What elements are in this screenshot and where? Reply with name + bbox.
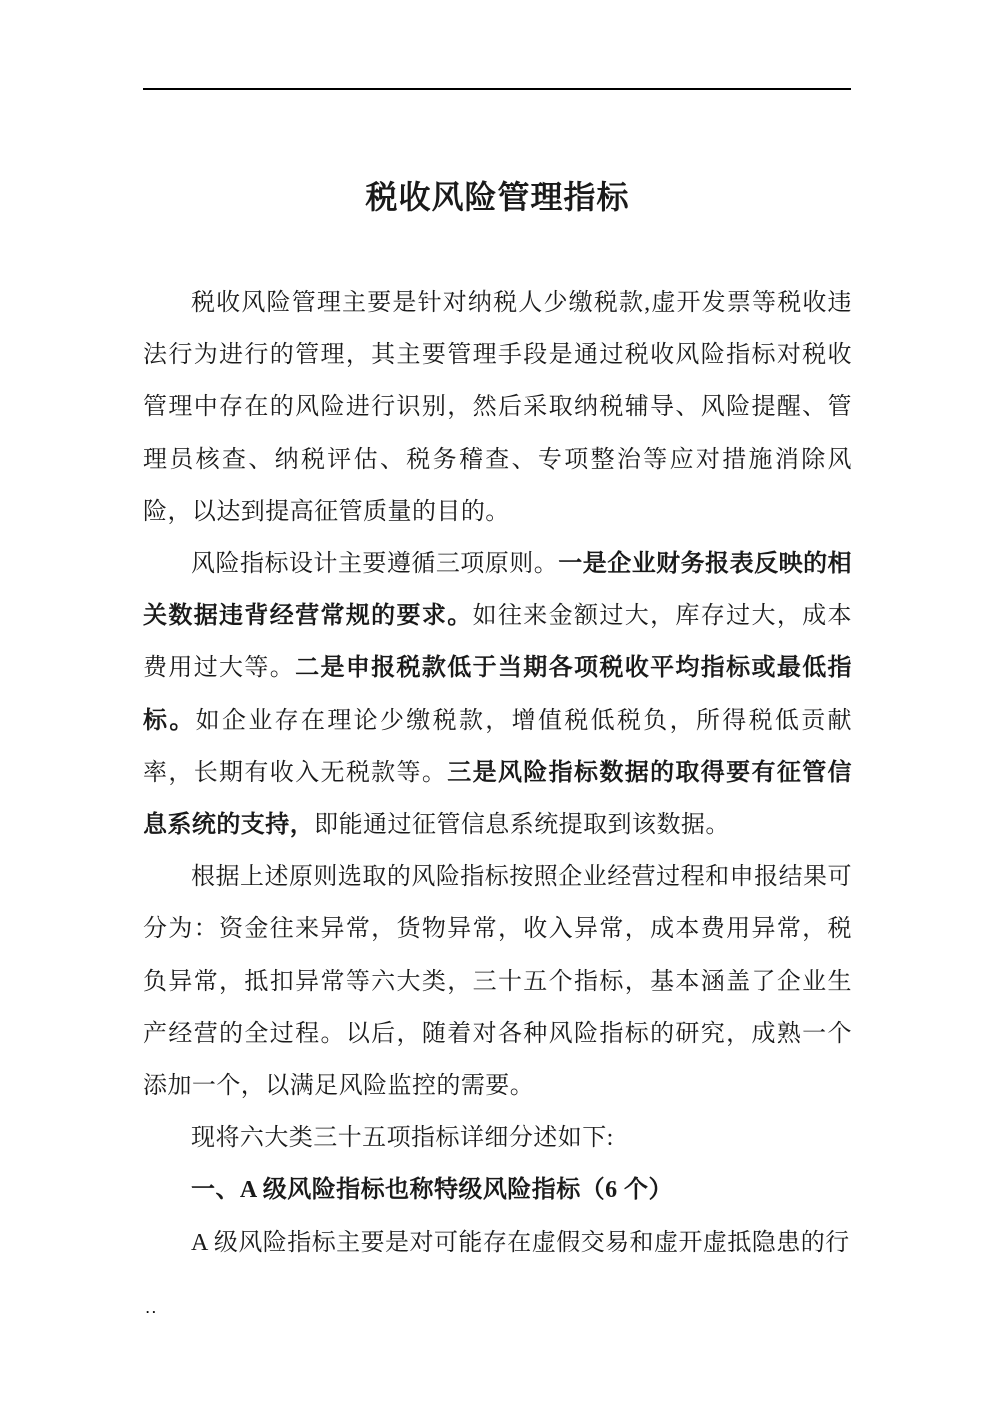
- text-run: 风险指标设计主要遵循三项原则。: [191, 551, 559, 578]
- text-run: 根据上述原则选取的风险指标按照企业经营过程和申报结果可分为：资金往来异常，货物异常，收入异常，成本费用异常，税负异常，抵扣异常等六大类，三十五个指标，基本涵盖了企业生产经营的全过程。以后，随着对各种风险指标的研究，成熟一个添加一个，以满足风险监控的需要。: [143, 864, 852, 1100]
- text-run: A 级风险指标主要是对可能存在虚假交易和虚开虚抵隐患的行: [191, 1229, 850, 1256]
- document-title: 税收风险管理指标: [365, 179, 630, 215]
- text-run: 如企业存在理论少缴税款，增值税低税负，所得税低贡献率，长期有收入无税款等。: [143, 707, 853, 786]
- paragraph: [143, 277, 852, 538]
- paragraph: [143, 1217, 852, 1269]
- bold-text-run: 一是企业财务报表反映的相关数据违背经营常规的要求。: [143, 551, 853, 630]
- paragraph: [143, 1112, 852, 1164]
- text-run: 税收风险管理主要是针对纳税人少缴税款,虚开发票等税收违法行为进行的管理，其主要管理手段是通过税收风险指标对税收管理中存在的风险进行识别，然后采取纳税辅导、风险提醒、管理员核查、纳税评估、税务稽查、专项整治等应对措施消除风险，以达到提高征管质量的目的。: [143, 290, 852, 525]
- bold-text-run: 三是风险指标数据的取得要有征管信息系统的支持，: [143, 759, 852, 839]
- document-body: [143, 277, 852, 1269]
- bold-text-run: 二是申报税款低于当期各项税收平均指标或最低指标。: [143, 655, 852, 734]
- footer-mark: ..: [146, 1301, 159, 1316]
- header-rule: [143, 88, 851, 90]
- section-heading: [143, 1164, 852, 1216]
- text-run: 现将六大类三十五项指标详细分述如下:: [191, 1125, 614, 1152]
- bold-text-run: 一、A 级风险指标也称特级风险指标（6 个）: [191, 1177, 673, 1204]
- text-run: 即能通过征管信息系统提取到该数据。: [314, 812, 730, 839]
- paragraph: [143, 851, 852, 1112]
- paragraph: [143, 538, 852, 851]
- text-run: 如往来金额过大，库存过大，成本费用过大等。: [143, 603, 852, 682]
